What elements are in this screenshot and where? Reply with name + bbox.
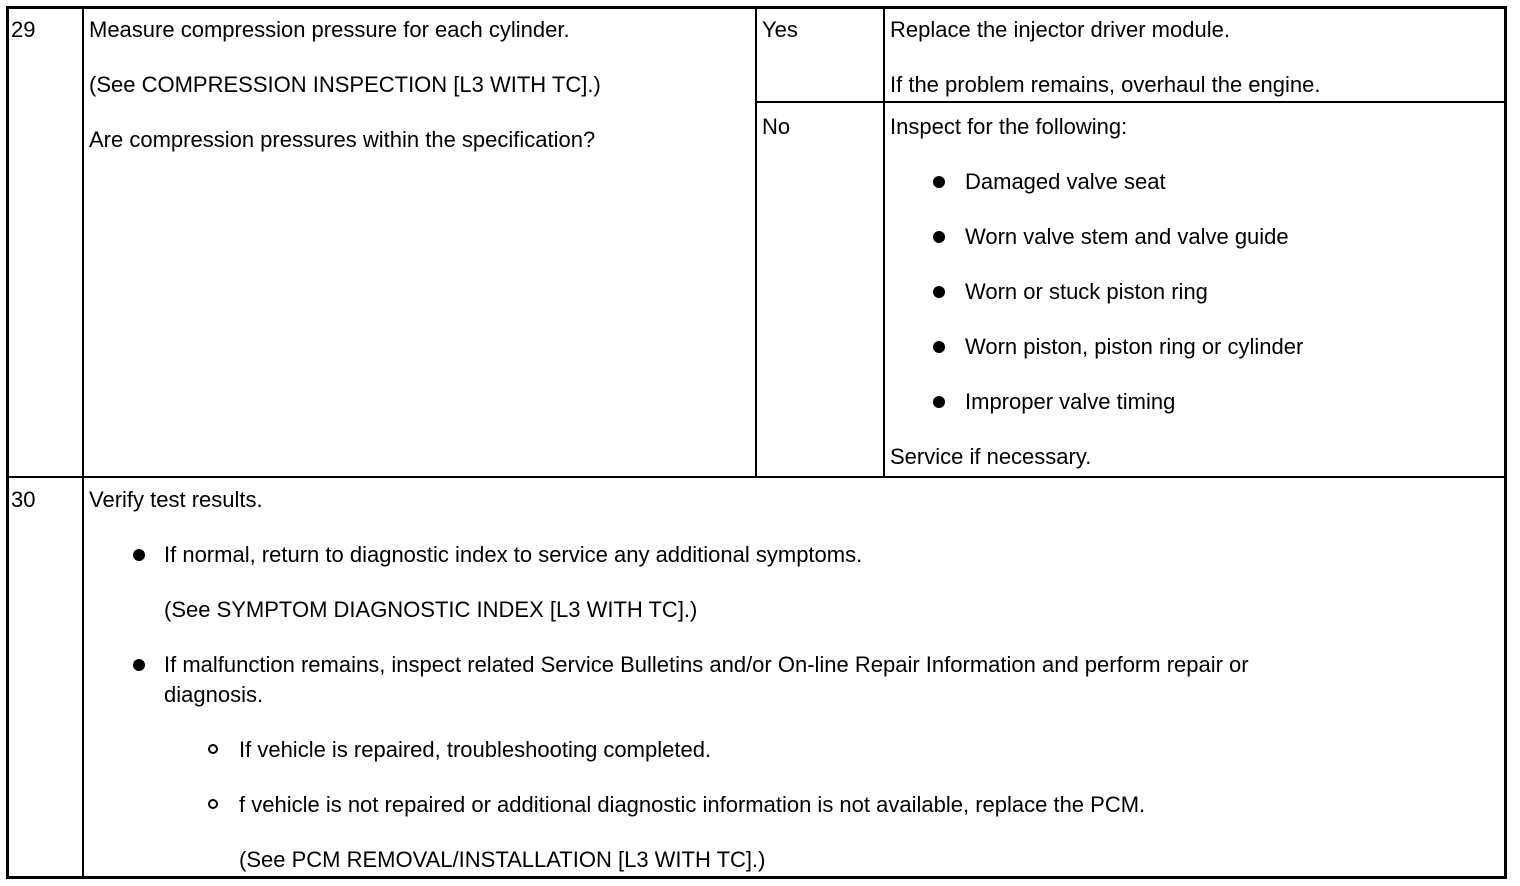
sub-bullet-icon [208, 744, 218, 754]
bullet-icon [933, 341, 945, 353]
step-number-30: 30 [11, 487, 36, 512]
step-number-29: 29 [11, 17, 36, 42]
inspection-item: Worn piston, piston ring or cylinder [965, 334, 1304, 359]
step30-bullet-normal-reference: (See SYMPTOM DIAGNOSTIC INDEX [L3 WITH TC].) [164, 597, 698, 622]
inspection-item: Worn or stuck piston ring [965, 279, 1208, 304]
bullet-icon [933, 231, 945, 243]
step29-question: Are compression pressures within the specification? [89, 127, 596, 152]
yes-action-line2: If the problem remains, overhaul the engine. [890, 72, 1321, 97]
step29-action-reference: (See COMPRESSION INSPECTION [L3 WITH TC].) [89, 72, 601, 97]
step30-bullet-malfunction-line1: If malfunction remains, inspect related Service Bulletins and/or On-line Repair Information and perform repair or [164, 652, 1249, 677]
inspection-item: Improper valve timing [965, 389, 1176, 414]
column-divider-result [883, 8, 885, 477]
bullet-icon [133, 549, 145, 561]
step30-title: Verify test results. [89, 487, 263, 512]
step30-sub-not-repaired: f vehicle is not repaired or additional diagnostic information is not available, replace the PCM. [239, 792, 1146, 817]
no-action-footer: Service if necessary. [890, 444, 1092, 469]
inspection-item: Worn valve stem and valve guide [965, 224, 1289, 249]
step30-bullet-normal: If normal, return to diagnostic index to service any additional symptoms. [164, 542, 863, 567]
inspection-item: Damaged valve seat [965, 169, 1166, 194]
row-divider-steps [8, 476, 1506, 478]
no-action-intro: Inspect for the following: [890, 114, 1128, 139]
column-divider-action [755, 8, 757, 477]
step30-sub-repaired: If vehicle is repaired, troubleshooting completed. [239, 737, 712, 762]
bullet-icon [933, 396, 945, 408]
result-label-no: No [762, 114, 791, 139]
yes-action-line1: Replace the injector driver module. [890, 17, 1230, 42]
sub-bullet-icon [208, 799, 218, 809]
bullet-icon [933, 286, 945, 298]
bullet-icon [933, 176, 945, 188]
step30-sub-not-repaired-reference: (See PCM REMOVAL/INSTALLATION [L3 WITH TC].) [239, 847, 766, 872]
column-divider-step [82, 8, 84, 878]
result-label-yes: Yes [762, 17, 798, 42]
step30-bullet-malfunction-line2: diagnosis. [164, 682, 264, 707]
row-divider-yes-no [756, 101, 1506, 103]
step29-action-line1: Measure compression pressure for each cylinder. [89, 17, 570, 42]
bullet-icon [133, 659, 145, 671]
